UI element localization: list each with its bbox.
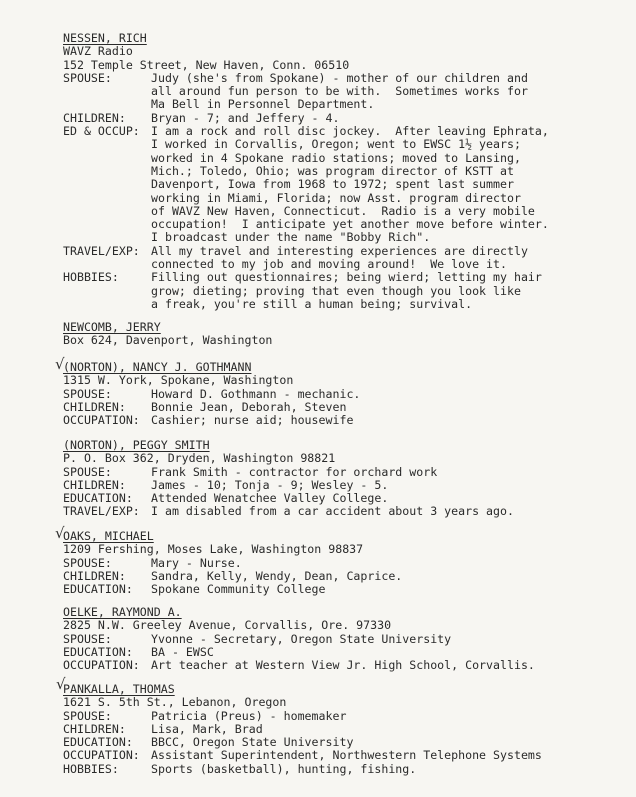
field-children xyxy=(63,479,623,492)
entry-name: OELKE, RAYMOND A. xyxy=(63,605,182,619)
field-label: CHILDREN: xyxy=(63,110,126,125)
field-value xyxy=(151,112,623,125)
field-children xyxy=(63,570,623,583)
field-spouse xyxy=(63,72,623,112)
value-line: I broadcast under the name "Bobby Rich". xyxy=(151,230,431,245)
field-value xyxy=(151,763,623,776)
field-children xyxy=(63,401,623,414)
address-line: 1315 W. York, Spokane, Washington xyxy=(63,373,294,388)
field-education xyxy=(63,583,623,596)
field-education xyxy=(63,736,623,749)
field-spouse xyxy=(63,710,623,723)
entry-name: (NORTON), NANCY J. GOTHMANN xyxy=(63,360,252,374)
address-line: 1621 S. 5th St., Lebanon, Oregon xyxy=(63,695,287,710)
field-label: SPOUSE: xyxy=(63,555,112,570)
value-line: Bryan - 7; and Jeffery - 4. xyxy=(151,110,340,125)
value-line: working in Miami, Florida; now Asst. program director xyxy=(151,190,521,205)
field-label: EDUCATION: xyxy=(63,644,133,659)
address-line: 152 Temple Street, New Haven, Conn. 06510 xyxy=(63,57,350,72)
field-label: OCCUPATION: xyxy=(63,413,140,428)
value-line: Bonnie Jean, Deborah, Steven xyxy=(151,399,347,414)
field-label: SPOUSE: xyxy=(63,708,112,723)
field-value xyxy=(151,479,623,492)
value-line: BBCC, Oregon State University xyxy=(151,735,354,750)
field-label: CHILDREN: xyxy=(63,568,126,583)
value-line: All my travel and interesting experiences are directly xyxy=(151,243,528,258)
value-line: Patricia (Preus) - homemaker xyxy=(151,708,347,723)
field-occupation xyxy=(63,749,623,762)
field-value xyxy=(151,414,623,427)
value-line: I am disabled from a car accident about 3 years ago. xyxy=(151,504,514,519)
value-line: Yvonne - Secretary, Oregon State University xyxy=(151,631,452,646)
value-line: James - 10; Tonja - 9; Wesley - 5. xyxy=(151,477,389,492)
field-value xyxy=(151,646,623,659)
field-value xyxy=(151,401,623,414)
value-line: occupation! I anticipate yet another move before winter. xyxy=(151,217,549,232)
field-label: EDUCATION: xyxy=(63,735,133,750)
field-value xyxy=(151,749,623,762)
entry-name: NEWCOMB, JERRY xyxy=(63,320,161,334)
value-line: all around fun person to be with. Sometimes works for xyxy=(151,84,528,99)
value-line: Sports (basketball), hunting, fishing. xyxy=(151,761,417,776)
address-line: P. O. Box 362, Dryden, Washington 98821 xyxy=(63,451,336,466)
field-value xyxy=(151,710,623,723)
field-children xyxy=(63,723,623,736)
field-label: OCCUPATION: xyxy=(63,658,140,673)
field-occupation xyxy=(63,659,623,672)
field-value xyxy=(151,388,623,401)
field-value xyxy=(151,736,623,749)
field-hobbies xyxy=(63,271,623,311)
field-spouse xyxy=(63,557,623,570)
value-line: Lisa, Mark, Brad xyxy=(151,721,263,736)
field-label: CHILDREN: xyxy=(63,477,126,492)
value-line: Filling out questionnaires; being wierd; letting my hair xyxy=(151,270,542,285)
field-value xyxy=(151,723,623,736)
value-line: I am a rock and roll disc jockey. After leaving Ephrata, xyxy=(151,124,549,139)
value-line: Sandra, Kelly, Wendy, Dean, Caprice. xyxy=(151,568,403,583)
field-label: CHILDREN: xyxy=(63,721,126,736)
field-label: SPOUSE: xyxy=(63,631,112,646)
address-line: 2825 N.W. Greeley Avenue, Corvallis, Ore. 97330 xyxy=(63,618,392,633)
field-value xyxy=(151,557,623,570)
field-occupation xyxy=(63,414,623,427)
check-mark: √ xyxy=(56,675,66,693)
address-line: WAVZ Radio xyxy=(63,44,133,59)
field-label: EDUCATION: xyxy=(63,491,133,506)
field-value xyxy=(151,72,623,112)
entry-name: OAKS, MICHAEL xyxy=(63,529,154,543)
entry-oaks xyxy=(63,530,623,596)
field-label: SPOUSE: xyxy=(63,70,112,85)
field-spouse xyxy=(63,388,623,401)
value-line: connected to my job and moving around! We love it. xyxy=(151,257,507,272)
value-line: Howard D. Gothmann - mechanic. xyxy=(151,386,361,401)
field-value xyxy=(151,271,623,311)
field-value xyxy=(151,245,623,272)
address-line: 1209 Fershing, Moses Lake, Washington 98837 xyxy=(63,542,364,557)
field-education xyxy=(63,492,623,505)
field-label: EDUCATION: xyxy=(63,582,133,597)
value-line: Cashier; nurse aid; housewife xyxy=(151,413,354,428)
field-value xyxy=(151,659,623,672)
field-children xyxy=(63,112,623,125)
field-label: TRAVEL/EXP: xyxy=(63,243,140,258)
value-line: grow; dieting; proving that even though you look like xyxy=(151,283,521,298)
field-label: TRAVEL/EXP: xyxy=(63,504,140,519)
value-line: Judy (she's from Spokane) - mother of our children and xyxy=(151,70,528,85)
value-line: worked in 4 Spokane radio stations; moved to Lansing, xyxy=(151,150,521,165)
field-label: SPOUSE: xyxy=(63,464,112,479)
entry-oelke xyxy=(63,606,623,672)
field-label: OCCUPATION: xyxy=(63,748,140,763)
field-label: HOBBIES: xyxy=(63,761,119,776)
value-line: Mary - Nurse. xyxy=(151,555,242,570)
field-value xyxy=(151,583,623,596)
value-line: Ma Bell in Personnel Department. xyxy=(151,97,375,112)
value-line: Art teacher at Western View Jr. High School, Corvallis. xyxy=(151,658,535,673)
field-label: HOBBIES: xyxy=(63,270,119,285)
value-line: Davenport, Iowa from 1968 to 1972; spent last summer xyxy=(151,177,514,192)
field-label: SPOUSE: xyxy=(63,386,112,401)
entry-newcomb xyxy=(63,321,623,348)
value-line: I worked in Corvallis, Oregon; went to EWSC 1½ years; xyxy=(151,137,521,152)
entry-norton-peggy xyxy=(63,439,623,519)
field-spouse xyxy=(63,633,623,646)
field-value xyxy=(151,492,623,505)
field-value xyxy=(151,466,623,479)
field-label: CHILDREN: xyxy=(63,399,126,414)
entry-norton-nancy xyxy=(63,361,623,427)
field-ed-occup xyxy=(63,125,623,245)
address-line: Box 624, Davenport, Washington xyxy=(63,333,273,348)
field-travel-exp xyxy=(63,245,623,272)
value-line: Frank Smith - contractor for orchard work xyxy=(151,464,438,479)
entry-pankalla xyxy=(63,683,623,776)
value-line: a freak, you're still a human being; survival. xyxy=(151,296,473,311)
entry-nessen xyxy=(63,32,623,311)
value-line: Spokane Community College xyxy=(151,582,326,597)
field-travel-exp xyxy=(63,505,623,518)
value-line: Attended Wenatchee Valley College. xyxy=(151,491,389,506)
entry-name: NESSEN, RICH xyxy=(63,31,147,45)
field-label: ED & OCCUP: xyxy=(63,124,140,139)
field-value xyxy=(151,125,623,245)
entry-name: (NORTON), PEGGY SMITH xyxy=(63,438,210,452)
field-value xyxy=(151,633,623,646)
value-line: BA - EWSC xyxy=(151,644,214,659)
value-line: Mich.; Toledo, Ohio; was program director of KSTT at xyxy=(151,163,514,178)
check-mark: √ xyxy=(55,355,65,373)
check-mark: √ xyxy=(55,524,65,542)
field-education xyxy=(63,646,623,659)
entry-name: PANKALLA, THOMAS xyxy=(63,682,175,696)
field-hobbies xyxy=(63,763,623,776)
field-spouse xyxy=(63,466,623,479)
field-value xyxy=(151,570,623,583)
field-value xyxy=(151,505,623,518)
value-line: of WAVZ New Haven, Connecticut. Radio is a very mobile xyxy=(151,203,535,218)
value-line: Assistant Superintendent, Northwestern Telephone Systems xyxy=(151,748,542,763)
